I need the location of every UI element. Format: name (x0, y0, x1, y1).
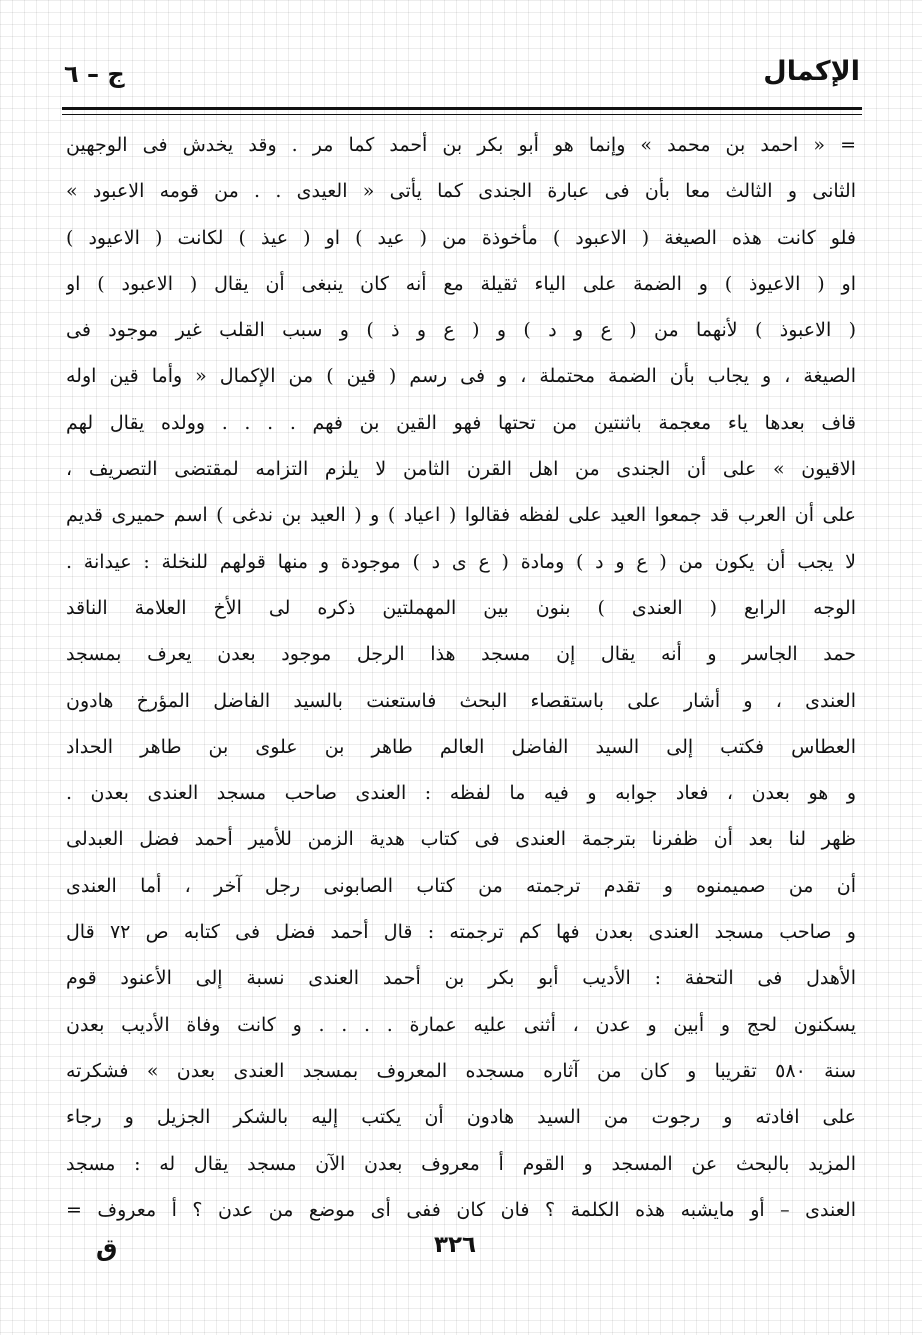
text-line: العندى ، و أشار على باستقصاء البحث فاستعنت بالسيد الفاضل المؤرخ هادون (66, 689, 856, 712)
text-line: الثانى و الثالث معا بأن فى عبارة الجندى كما يأتى « العيدى . . من قومه الاعبود » (66, 180, 856, 203)
text-line: فلو كانت هذه الصيغة ( الاعبود ) مأخوذة من ( عيد ) او ( عيذ ) لكانت ( الاعيود ) (66, 226, 856, 249)
header-rule-thin (62, 114, 862, 115)
text-line: المزيد بالبحث عن المسجد و القوم أ معروف بعدن الآن مسجد يقال له : مسجد (66, 1152, 856, 1175)
text-line: الوجه الرابع ( العندى ) بنون بين المهملتين ذكره لى الأخ العلامة الناقد (66, 596, 856, 619)
text-line: على أن العرب قد جمعوا العيد على لفظه فقالوا ( اعياد ) و ( العيد بن ندغى ) اسم حميرى قديم (66, 504, 856, 527)
page-footer (96, 1232, 814, 1272)
text-line: ظهر لنا بعد أن ظفرنا بترجمة العندى فى كتاب هدية الزمن للأمير أحمد فضل العبدلى (66, 828, 856, 851)
text-line: او ( الاعيوذ ) و الضمة على الياء ثقيلة مع أنه كان ينبغى أن يقال ( الاعبود ) او (66, 272, 856, 295)
text-line: و هو بعدن ، فعاد جوابه و فيه ما لفظه : العندى صاحب مسجد العندى بعدن . (66, 782, 856, 805)
text-line: العطاس فكتب إلى السيد الفاضل العالم طاهر بن علوى بن طاهر الحداد (66, 735, 856, 758)
text-line: يسكنون لحج و أبين و عدن ، أثنى عليه عمارة . . . . و كانت وفاة الأديب بعدن (66, 1013, 856, 1036)
text-line: = « احمد بن محمد » وإنما هو أبو بكر بن أحمد كما مر . وقد يخدش فى الوجهين (66, 134, 856, 156)
volume-number: ج – ٦ (64, 60, 125, 88)
text-line: ( الاعبوذ ) لأنهما من ( ع و د ) و ( ع و ذ ) و سبب القلب غير موجود فى (66, 319, 856, 342)
text-line: و صاحب مسجد العندى بعدن فها كم ترجمته : قال أحمد فضل فى كتابه ص ٧٢ قال (66, 921, 856, 944)
text-line: لا يجب أن يكون من ( ع و د ) ومادة ( ع ى د ) موجودة و منها قولهم للنخلة : عيدانة . (66, 550, 856, 573)
text-line: حمد الجاسر و أنه يقال إن مسجد هذا الرجل موجود بعدن يعرف بمسجد (66, 643, 856, 666)
signature-mark: ق (96, 1234, 118, 1262)
header-rule-thick (62, 107, 862, 110)
text-line: الاقيون » على أن الجندى من اهل القرن الثامن لا يلزم التزامه لمقتضى التصريف ، (66, 458, 856, 481)
text-line: على افادته و رجوت من السيد هادون أن يكتب إليه بالشكر الجزيل و رجاء (66, 1106, 856, 1129)
running-header (64, 52, 860, 96)
text-line: سنة ٥٨٠ تقريبا و كان من آثاره مسجده المعروف بمسجد العندى بعدن » فشكرته (66, 1059, 856, 1082)
text-line: قاف بعدها ياء معجمة باثنتين من تحتها فهو القين بن فهم . . . . وولده يقال لهم (66, 411, 856, 434)
text-line: الصيغة ، و يجاب بأن الضمة محتملة ، و فى رسم ( قين ) من الإكمال « وأما قين اوله (66, 365, 856, 388)
page-number: ٣٢٦ (433, 1232, 477, 1258)
body-text (66, 122, 856, 1233)
book-title: الإكمال (763, 56, 860, 87)
text-line: العندى – أو مايشبه هذه الكلمة ؟ فان كان ففى أى موضع من عدن ؟ أ معروف = (66, 1198, 856, 1221)
text-line: أن من صميمنوه و تقدم ترجمته من كتاب الصابونى رجل آخر ، أما العندى (66, 874, 856, 897)
text-line: الأهدل فى التحفة : الأديب أبو بكر بن أحمد العندى نسبة إلى الأعنود قوم (66, 967, 856, 990)
